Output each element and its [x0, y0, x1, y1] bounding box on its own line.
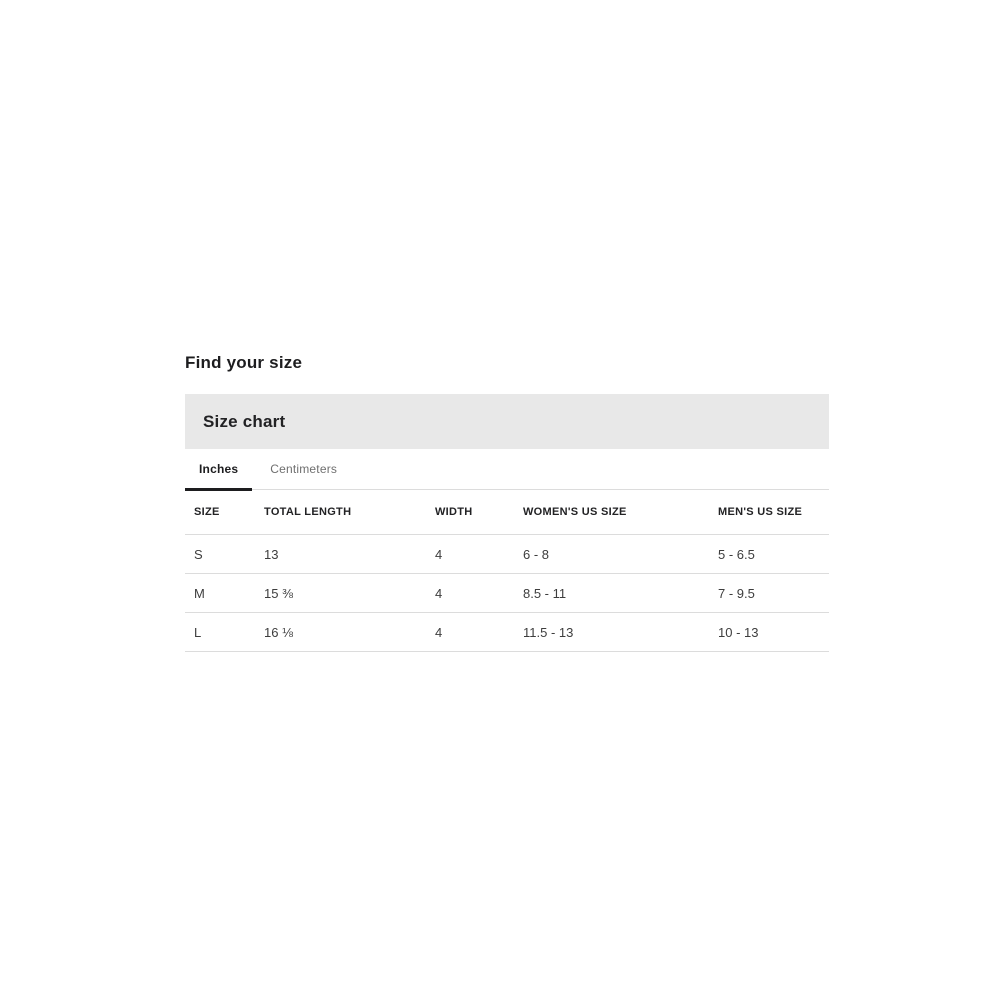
size-chart-title: Size chart [203, 411, 286, 431]
column-header-width: WIDTH [426, 490, 514, 535]
table-cell: M [185, 574, 255, 613]
size-chart-header [185, 394, 829, 449]
column-header-womens-us-size: WOMEN'S US SIZE [514, 490, 709, 535]
tab-inches[interactable]: Inches [185, 449, 252, 489]
table-cell: 11.5 - 13 [514, 613, 709, 652]
size-table [185, 490, 829, 652]
table-row-m [185, 574, 829, 613]
table-cell: 7 - 9.5 [709, 574, 829, 613]
column-header-size: SIZE [185, 490, 255, 535]
table-header-row [185, 490, 829, 535]
table-cell: S [185, 535, 255, 574]
find-your-size-heading: Find your size [185, 353, 303, 372]
table-cell: 6 - 8 [514, 535, 709, 574]
unit-tab-bar [185, 449, 829, 490]
table-cell: 5 - 6.5 [709, 535, 829, 574]
table-row-l [185, 613, 829, 652]
table-cell: L [185, 613, 255, 652]
table-cell: 15 ⅜ [255, 574, 426, 613]
table-cell: 10 - 13 [709, 613, 829, 652]
table-row-s [185, 535, 829, 574]
table-cell: 13 [255, 535, 426, 574]
tab-centimeters[interactable]: Centimeters [270, 462, 338, 476]
table-cell: 16 ⅛ [255, 613, 426, 652]
column-header-total-length: TOTAL LENGTH [255, 490, 426, 535]
table-cell: 4 [426, 574, 514, 613]
table-cell: 4 [426, 613, 514, 652]
column-header-mens-us-size: MEN'S US SIZE [709, 490, 829, 535]
size-guide-section [185, 0, 829, 652]
table-cell: 8.5 - 11 [514, 574, 709, 613]
size-chart-panel [185, 394, 829, 652]
table-cell: 4 [426, 535, 514, 574]
